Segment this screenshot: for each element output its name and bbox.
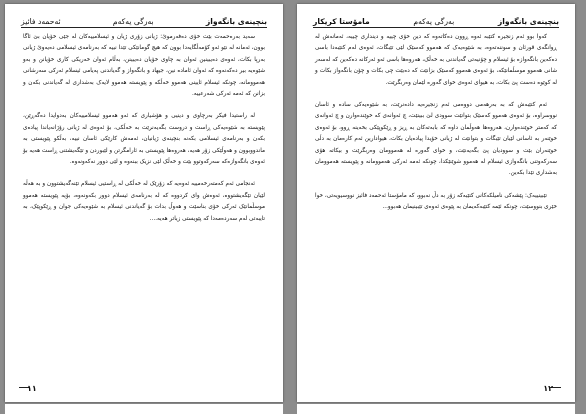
left-header-author: ئەحمەد فائیز (21, 17, 61, 26)
right-page-body (315, 32, 557, 225)
right-page-header (313, 13, 559, 28)
right-paragraph-1: کەوا بوو ئەم زنجیرە کتێبە ئەوە ڕوون دەکاتەوە کە دین خۆی چییە و دینداری چییە، ئەمانەش لە ڕوانگەی قورئان و سوننەتەوە، بە شێوەیەک کە هەموو کەسێک لێی تێبگات، ئەوەی لەم کتێبەدا باسی دەکەین بانگەوازە بۆ ئیسلام و چۆنیەتی گەیاندنی بە خەڵک، هەروەها باسی ئەو ئەرکانە دەکەین کە لەسەر شانی هەموو موسڵمانێکە، بۆ ئەوەی هەموو کەسێک بزانێت کە دەبێت چی بکات و چۆن بانگەواز بکات و لە کوێوە دەست پێ بکات، بە هیوای ئەوەی خوای گەورە لێمان وەربگرێت. (315, 34, 557, 86)
left-page (5, 4, 283, 402)
left-page-header (21, 13, 267, 28)
right-page-number: ١٢ (543, 384, 553, 393)
right-paragraph-2: ئەم کتێبەش کە بە بەرهەمی دووەمی ئەم زنجیرەیە دادەنرێت، بە شێوەیەکی سادە و ئاسان نووسراوە، بۆ ئەوەی هەموو کەسێک بتوانێت سوودی لێ ببینێت، چ ئەوانەی کە خوێندەوارن و چ ئەوانەی کە کەمتر خوێندەوارن، هەروەها هەوڵمان داوە کە بابەتەکان بە ڕیز و ڕێکوپێکی بخەینە ڕوو، بۆ ئەوەی خوێنەر بە ئاسانی لێیان تێبگات و بتوانێت لە ژیانی خۆیدا پیادەیان بکات، هیوادارین ئەم کارەمان بە دڵی خوێنەران بێت و سوودیان پێ بگەیەنێت، و خوای گەورە لە هەموومان وەربگرێت و بیکاتە هۆی سەرکەوتنی بانگەوازی ئیسلام لە هەموو شوێنێکدا، چونکە ئەمە ئەرکی هەموومانە و پێویستە هەموومان بەشداری تێدا بکەین. (315, 102, 557, 177)
right-header-title: بەرگی یەکەم (413, 17, 455, 26)
left-page-number: ١١ (27, 384, 37, 393)
right-paragraph-3: تێبینییەک: پێشەکی نامیلکەکانی کتێبەکە زۆر بە دڵ نەبوو، کە مامۆستا ئەحمەد فائیز نووسیویەتی، خوا خێری بنووسێت، چونکە ئێمە کتێبەکەیمان بە پێوەی ئەوەی تێبینیمان هەبوو... (315, 192, 557, 211)
left-paragraph-2: لە راستیدا فیکر بەرچاوی و دینیی و هۆشیاری کە ئەو هەموو ئیسلامییەکان بەدوایدا دەگەڕێن، پێویستە بە شێوەیەکی ڕاست و دروست بگەیەنرێت بە خەڵکی، بۆ ئەوەی لە ژیانی رۆژانەیاندا پیادەی بکەن و بەرنامەی ئیسلامی بکەنە بنچینەی ژیانیان، ئەمەش کارێکی ئاسان نییە، بەڵکو پێویستی بە ماندووبوون و هەوڵێکی زۆر هەیە، هەروەها پێویستی بە ئارامگرتن و لێبوردن و تێگەیشتنی ڕاست هەیە بۆ ئەوەی بانگەوازەکە سەرکەوتوو بێت و خەڵک لێی نزیک ببنەوە و لێی دوور نەکەونەوە. (23, 113, 265, 166)
left-header-series: بنچینەی بانگەواز (205, 17, 267, 26)
next-right-page-edge (297, 404, 575, 414)
right-header-author: مامۆستا کریکار (313, 17, 370, 26)
left-page-body (23, 32, 265, 236)
next-left-page-edge (5, 404, 283, 414)
right-page (297, 4, 575, 402)
right-header-series: بنچینەی بانگەواز (497, 17, 559, 26)
left-header-title: بەرگی یەکەم (112, 17, 154, 26)
left-paragraph-1: سەید بەرەحمەت بێت خۆی دەفەرموێ: ژیانی زۆری ژیان و ئیسلامییەکان لە جێی خۆیان بێ ئاگا بوون، ئەمانە لە نێو ئەو کۆمەڵگایەدا بوون کە هیچ گومانێکی تێدا نییە کە بەرنامەی ئیسلامی دەیەوێ ژیانی بەرپا بکات، ئەوەی دەیبینین ئەوان بە چاوی خۆیان دەیبینن، بەڵام ئەوان خەریکی کاری خۆیانن و بەو شێوەیە بیر دەکەنەوە کە ئەوان ئامادە نین، جیهاد و بانگەواز و گەیاندنی پەیامی ئیسلام ئەرکی سەرشانی هەموومانە، چونکە ئیسلام ئایینی هەموو خەڵکە و پێویستە هەموو لایەک بەشداری لە گەیاندنی بکەن و بزانن کە ئەمە ئەرکی شەرعییە. (23, 34, 265, 98)
left-paragraph-3: ئەنجامی ئەم کەمتەرخەمییە ئەوەیە کە زۆرێک لە خەڵکی لە ڕاستیی ئیسلام تێنەگەیشتوون و بە هەڵە لێیان تێگەیشتووە، ئەوەش وای کردووە کە لە بەرنامەی ئیسلام دوور بکەونەوە، بۆیە پێویستە هەموو موسڵمانێک ئەرکی خۆی بناسێت و هەوڵ بدات بۆ گەیاندنی ئیسلام بە شێوەیەکی جوان و ڕێکوپێک، بە تایبەتی لەم سەردەمەدا کە پێویستی زیاتر هەیە.... (23, 181, 265, 222)
